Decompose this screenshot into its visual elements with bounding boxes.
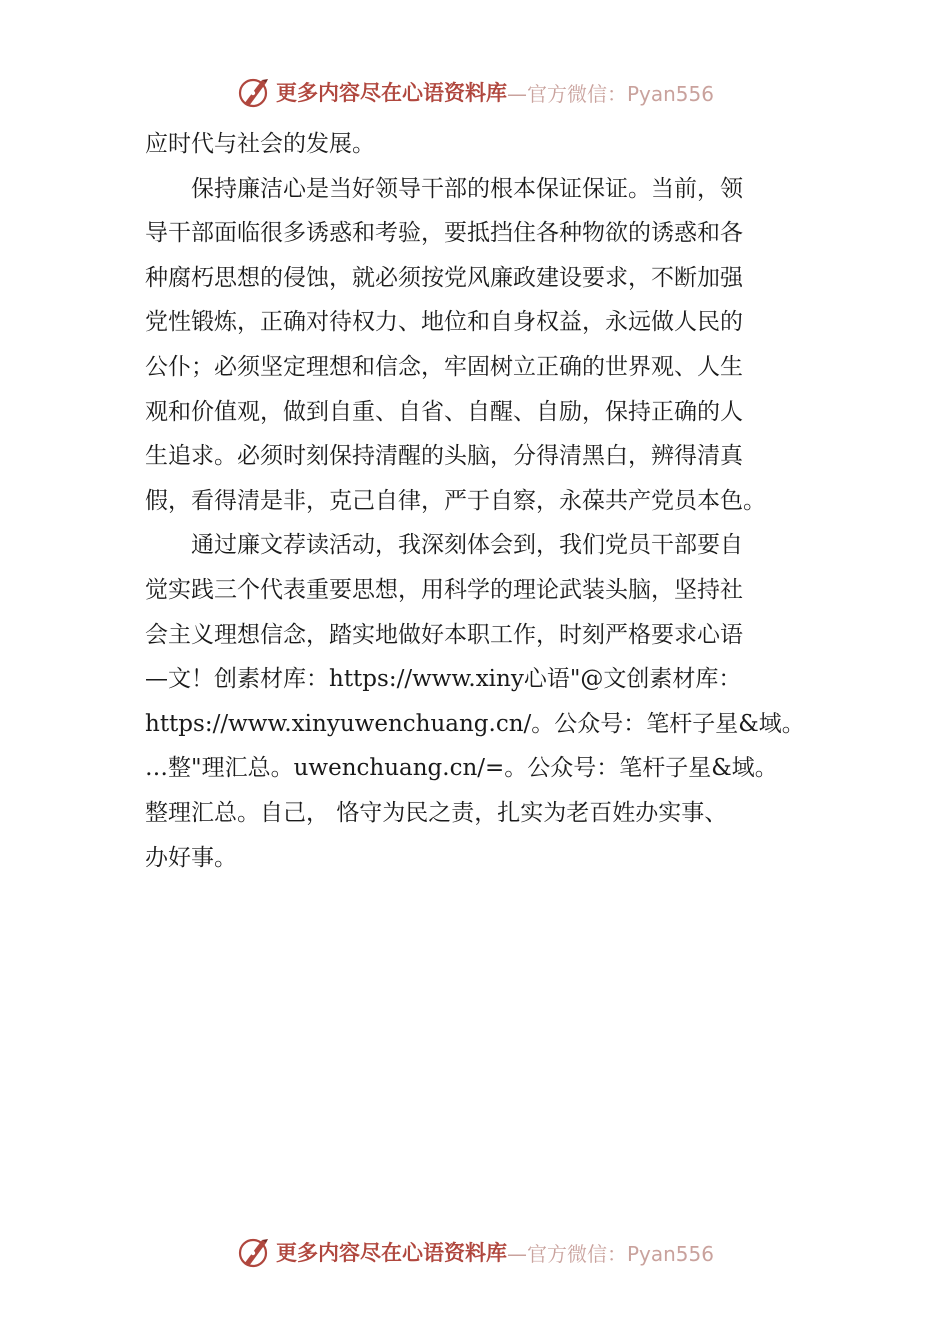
footer-banner	[0, 1232, 950, 1272]
body-line: 觉实践三个代表重要思想，用科学的理论武装头脑，坚持社	[145, 576, 743, 603]
body-line: 会主义理想信念，踏实地做好本职工作，时刻严格要求心语	[145, 621, 743, 648]
footer-brand-text: 更多内容尽在心语资料库	[275, 1240, 507, 1265]
pen-logo-icon	[236, 74, 272, 110]
body-line: 应时代与社会的发展。	[145, 131, 375, 157]
body-line: 生追求。必须时刻保持清醒的头脑，分得清黑白，辨得清真	[145, 443, 743, 470]
header-wechat-text: —官方微信：Pyan556	[506, 81, 714, 106]
body-line: 种腐朽思想的侵蚀，就必须按党风廉政建设要求，不断加强	[145, 264, 743, 291]
body-line: 办好事。	[145, 844, 237, 871]
body-line: 整理汇总。自己， 恪守为民之责，扎实为老百姓办实事、	[145, 799, 728, 826]
body-line: …整"理汇总。uwenchuang.cn/=。公众号：笔杆子星&域。	[145, 755, 778, 782]
body-line: 观和价值观，做到自重、自省、自醒、自励，保持正确的人	[145, 398, 743, 425]
body-line: 公仆；必须坚定理想和信念，牢固树立正确的世界观、人生	[145, 353, 743, 380]
body-line: 党性锻炼，正确对待权力、地位和自身权益，永远做人民的	[145, 309, 743, 336]
header-brand-text: 更多内容尽在心语资料库	[275, 80, 507, 105]
pen-logo-icon	[236, 1234, 272, 1270]
footer-wechat-text: —官方微信：Pyan556	[506, 1241, 714, 1266]
body-line: 导干部面临很多诱惑和考验，要抵挡住各种物欲的诱惑和各	[145, 220, 743, 247]
body-line: 假，看得清是非，克己自律，严于自察，永葆共产党员本色。	[145, 487, 766, 514]
paragraph-start-line: 保持廉洁心是当好领导干部的根本保证保证。当前，领	[191, 175, 743, 202]
document-body	[145, 122, 825, 880]
header-banner	[0, 72, 950, 112]
paragraph-start-line: 通过廉文荐读活动，我深刻体会到，我们党员干部要自	[191, 532, 743, 559]
body-line: —文！创素材库：https://www.xiny心语"@文创素材库：	[145, 666, 742, 693]
body-line: https://www.xinyuwenchuang.cn/。公众号：笔杆子星&域。	[145, 710, 805, 737]
